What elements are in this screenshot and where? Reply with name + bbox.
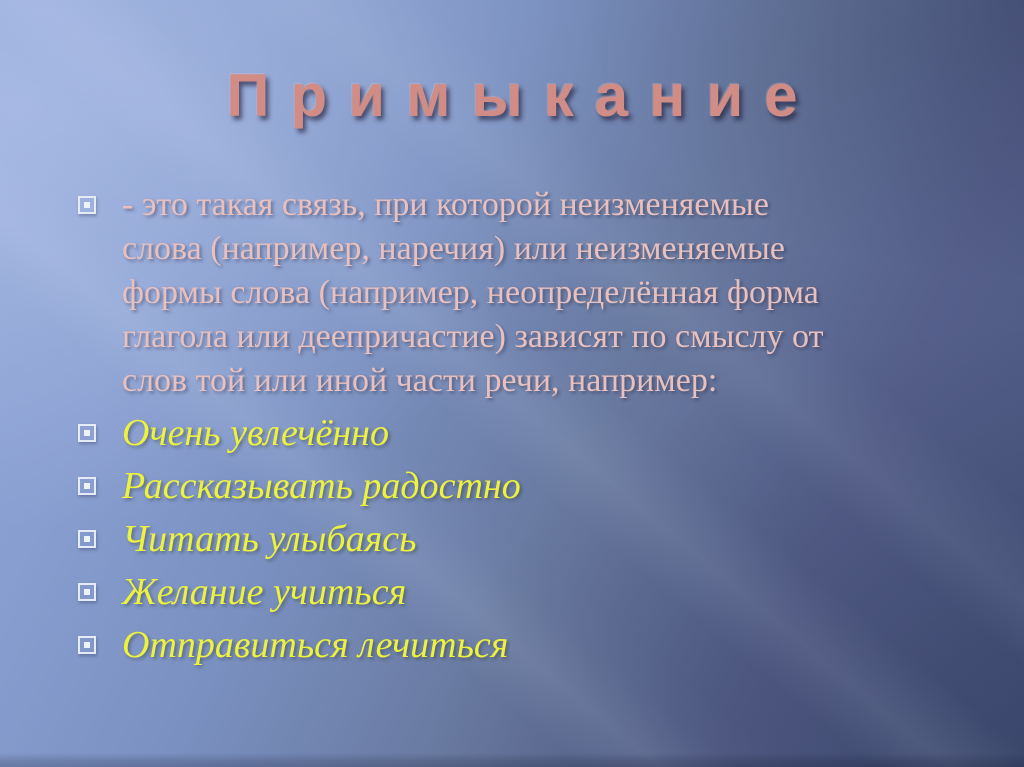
example-item (78, 460, 1024, 513)
square-bullet-icon (78, 477, 96, 495)
example-item (78, 619, 1024, 672)
definition-text (122, 183, 962, 403)
examples-list (78, 407, 1024, 672)
slide-body (0, 183, 1024, 672)
square-bullet-icon (78, 424, 96, 442)
example-item (78, 566, 1024, 619)
example-item (78, 513, 1024, 566)
definition-line: формы слова (например, неопределённая форма (122, 274, 819, 311)
example-item (78, 407, 1024, 460)
slide-title: Примыкание (226, 62, 819, 129)
example-text: Рассказывать радостно (122, 465, 521, 507)
square-bullet-icon (78, 636, 96, 654)
square-bullet-icon (78, 583, 96, 601)
example-text: Читать улыбаясь (122, 518, 417, 560)
example-text: Очень увлечённо (122, 412, 390, 454)
example-text: Желание учиться (122, 571, 407, 613)
example-text: Отправиться лечиться (122, 624, 509, 666)
square-bullet-icon (78, 530, 96, 548)
definition-line: глагола или деепричастие) зависят по смыслу от (122, 318, 824, 355)
definition-line: - это такая связь, при которой неизменяемые (122, 186, 769, 223)
definition-item (78, 183, 1024, 403)
definition-line: слова (например, наречия) или неизменяемые (122, 230, 785, 267)
definition-line: слов той или иной части речи, например: (122, 362, 718, 399)
square-bullet-icon (78, 196, 96, 214)
